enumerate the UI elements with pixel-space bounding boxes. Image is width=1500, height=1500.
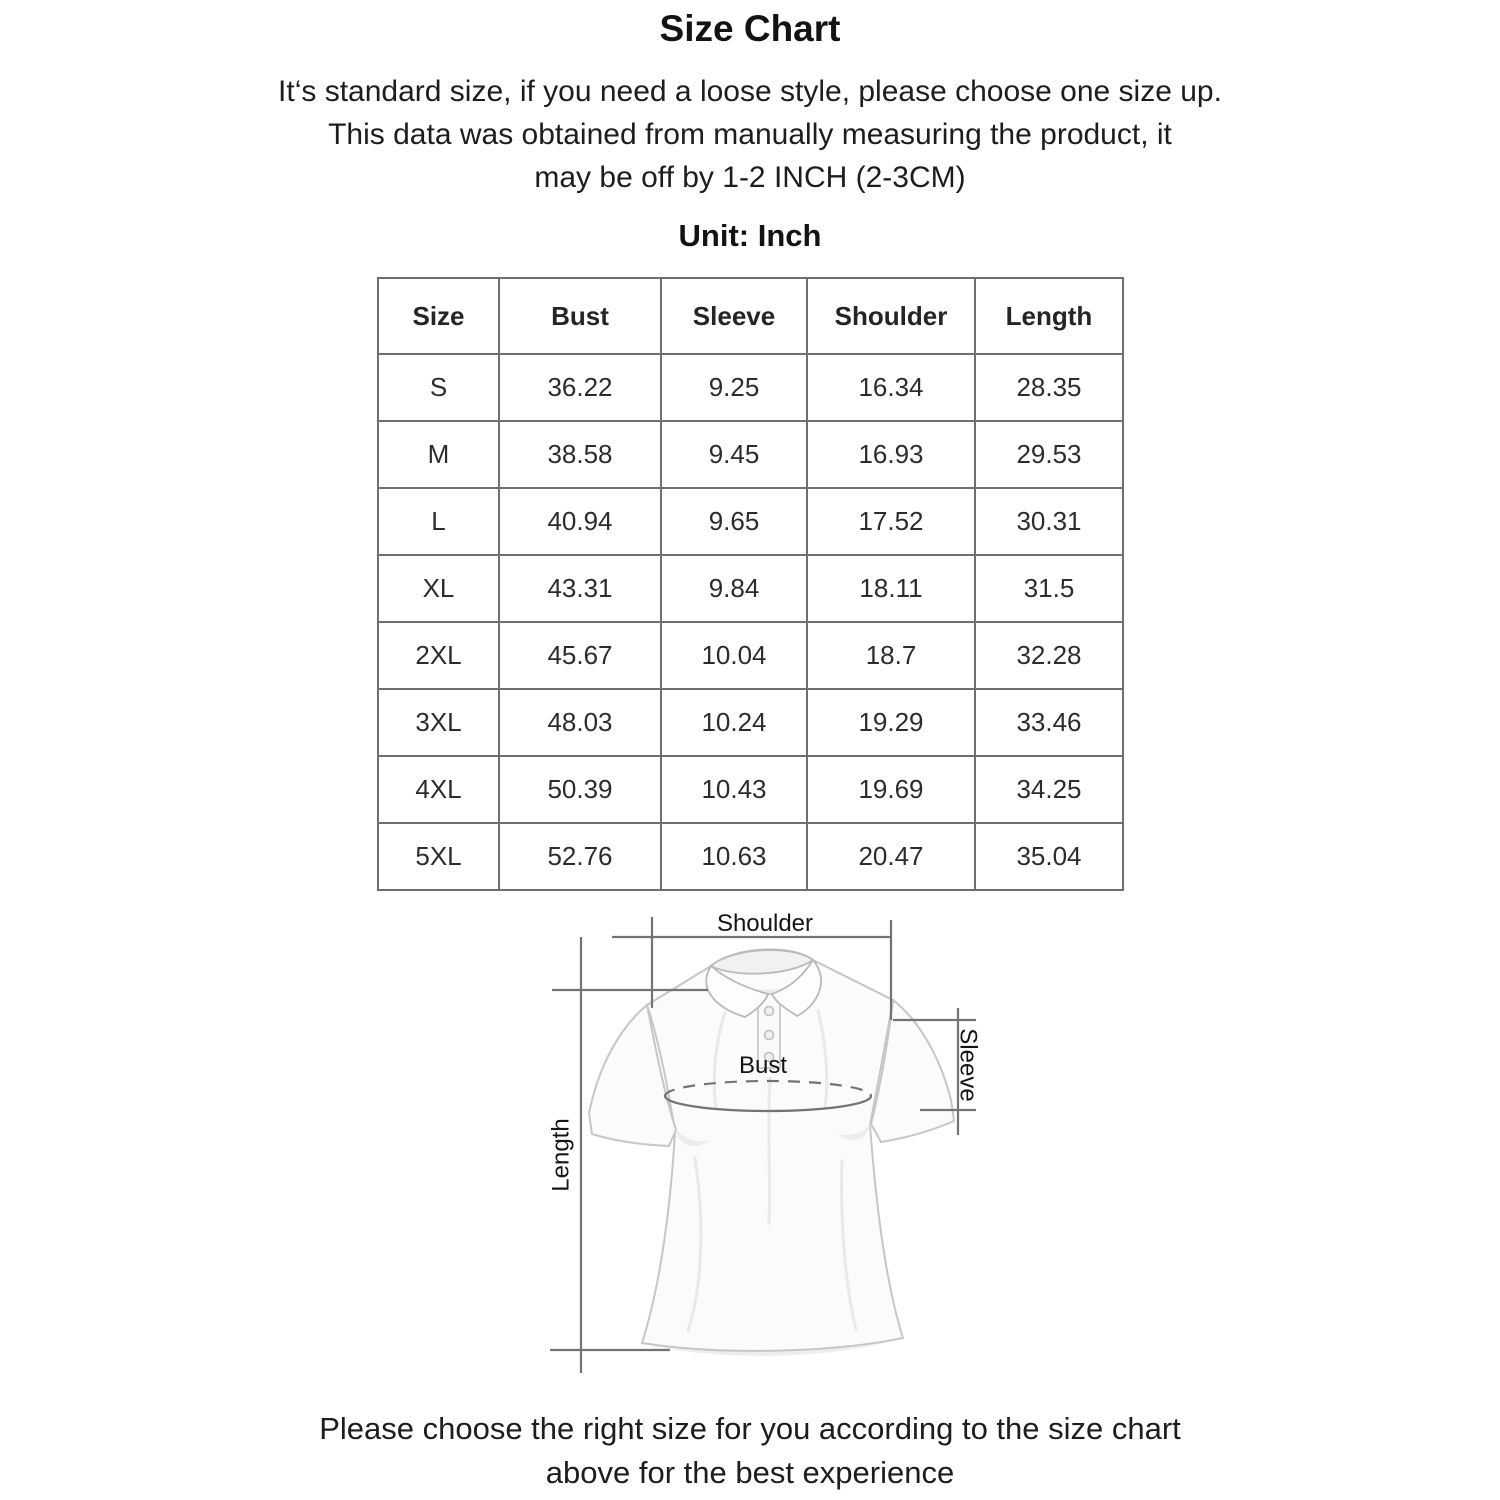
shoulder-label: Shoulder xyxy=(716,910,814,937)
value-cell: 18.7 xyxy=(807,622,975,689)
table-row xyxy=(378,756,1123,823)
column-header: Length xyxy=(975,278,1123,354)
footer-line-2: above for the best experience xyxy=(545,1455,955,1490)
footer-line-1: Please choose the right size for you according to the size chart xyxy=(319,1411,1181,1446)
value-cell: 29.53 xyxy=(975,421,1123,488)
value-cell: 35.04 xyxy=(975,823,1123,890)
value-cell: 19.69 xyxy=(807,756,975,823)
value-cell: 30.31 xyxy=(975,488,1123,555)
value-cell: 40.94 xyxy=(499,488,661,555)
value-cell: 45.67 xyxy=(499,622,661,689)
measurement-diagram xyxy=(520,893,1020,1385)
value-cell: 9.84 xyxy=(661,555,807,622)
value-cell: 33.46 xyxy=(975,689,1123,756)
value-cell: 32.28 xyxy=(975,622,1123,689)
size-cell: 5XL xyxy=(378,823,499,890)
value-cell: 16.34 xyxy=(807,354,975,421)
description xyxy=(0,70,1500,199)
column-header: Size xyxy=(378,278,499,354)
column-header: Sleeve xyxy=(661,278,807,354)
table-row xyxy=(378,555,1123,622)
value-cell: 9.45 xyxy=(661,421,807,488)
column-header: Bust xyxy=(499,278,661,354)
description-line-3: may be off by 1-2 INCH (2-3CM) xyxy=(534,161,966,194)
table-row xyxy=(378,689,1123,756)
unit-label: Unit: Inch xyxy=(678,218,822,253)
description-line-2: This data was obtained from manually measuring the product, it xyxy=(328,118,1172,151)
value-cell: 28.35 xyxy=(975,354,1123,421)
table-row xyxy=(378,354,1123,421)
polo-shirt-illustration xyxy=(589,949,954,1356)
value-cell: 36.22 xyxy=(499,354,661,421)
value-cell: 9.25 xyxy=(661,354,807,421)
value-cell: 10.63 xyxy=(661,823,807,890)
value-cell: 18.11 xyxy=(807,555,975,622)
size-cell: 4XL xyxy=(378,756,499,823)
size-table-body xyxy=(378,354,1123,890)
footer-note xyxy=(0,1407,1500,1495)
size-table-header xyxy=(378,278,1123,354)
value-cell: 48.03 xyxy=(499,689,661,756)
sleeve-label: Sleeve xyxy=(954,1028,982,1102)
size-cell: 3XL xyxy=(378,689,499,756)
length-label: Length xyxy=(547,1118,575,1192)
bust-label: Bust xyxy=(738,1052,788,1079)
value-cell: 10.24 xyxy=(661,689,807,756)
table-row xyxy=(378,421,1123,488)
value-cell: 9.65 xyxy=(661,488,807,555)
value-cell: 10.43 xyxy=(661,756,807,823)
size-cell: L xyxy=(378,488,499,555)
header-row xyxy=(378,278,1123,354)
table-row xyxy=(378,823,1123,890)
value-cell: 43.31 xyxy=(499,555,661,622)
value-cell: 34.25 xyxy=(975,756,1123,823)
button xyxy=(765,1007,774,1016)
table-row xyxy=(378,488,1123,555)
value-cell: 19.29 xyxy=(807,689,975,756)
table-row xyxy=(378,622,1123,689)
size-cell: S xyxy=(378,354,499,421)
column-header: Shoulder xyxy=(807,278,975,354)
description-line-1: It‘s standard size, if you need a loose style, please choose one size up. xyxy=(278,75,1222,108)
value-cell: 38.58 xyxy=(499,421,661,488)
size-cell: 2XL xyxy=(378,622,499,689)
value-cell: 17.52 xyxy=(807,488,975,555)
value-cell: 16.93 xyxy=(807,421,975,488)
value-cell: 52.76 xyxy=(499,823,661,890)
value-cell: 10.04 xyxy=(661,622,807,689)
value-cell: 31.5 xyxy=(975,555,1123,622)
value-cell: 20.47 xyxy=(807,823,975,890)
size-cell: XL xyxy=(378,555,499,622)
page-title: Size Chart xyxy=(659,8,841,49)
size-cell: M xyxy=(378,421,499,488)
button xyxy=(765,1031,774,1040)
size-table xyxy=(377,277,1124,891)
value-cell: 50.39 xyxy=(499,756,661,823)
